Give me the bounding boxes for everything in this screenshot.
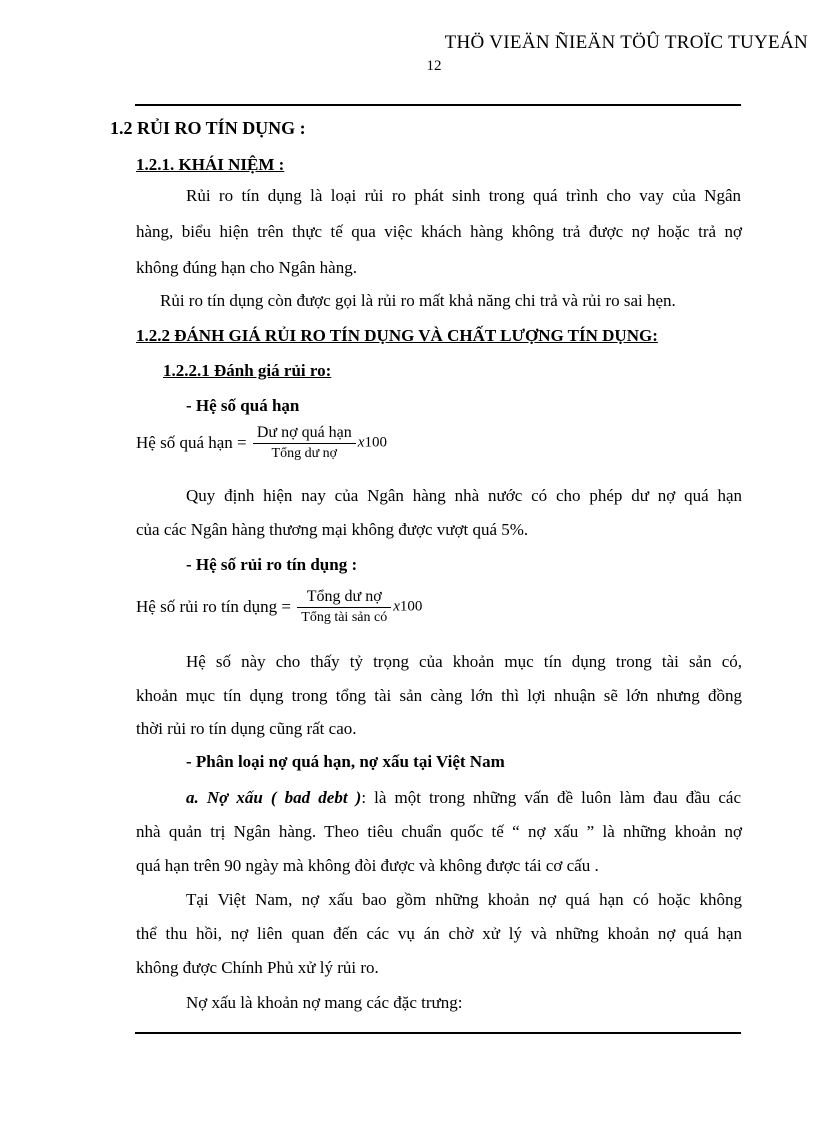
- paragraph-line: hàng, biểu hiện trên thực tế qua việc khách hàng không trả được nợ hoặc trả nợ: [136, 222, 742, 241]
- paragraph-line: Nợ xấu là khoản nợ mang các đặc trưng:: [186, 993, 463, 1012]
- formula-multiplier: [393, 599, 422, 615]
- item-label-classification: - Phân loại nợ quá hạn, nợ xấu tại Việt Nam: [186, 752, 505, 771]
- multiplier-x: x: [393, 598, 400, 615]
- paragraph-line: Quy định hiện nay của Ngân hàng nhà nước có cho phép dư nợ quá hạn: [186, 486, 742, 505]
- paragraph-line: Rủi ro tín dụng là loại rủi ro phát sinh trong quá trình cho vay của Ngân: [186, 186, 741, 205]
- fraction-numerator: Tổng dư nợ: [297, 588, 391, 608]
- paragraph-line: của các Ngân hàng thương mại không được vượt quá 5%.: [136, 520, 529, 539]
- header-title: THÖ VIEÄN ÑIEÄN TÖÛ TROÏC TUYEÁN: [444, 32, 808, 53]
- paragraph-line: không đúng hạn cho Ngân hàng.: [136, 258, 357, 277]
- fraction: [253, 424, 356, 462]
- formula-multiplier: [358, 435, 387, 451]
- multiplier-x: x: [357, 434, 365, 451]
- fraction-denominator: Tổng dư nợ: [271, 446, 338, 461]
- paragraph-line: khoản mục tín dụng trong tổng tài sản càng lớn thì lợi nhuận sẽ lớn nhưng đồng: [136, 686, 742, 705]
- item-label-overdue-ratio: - Hệ số quá hạn: [186, 396, 300, 415]
- subsection-heading-1-2-1: 1.2.1. KHÁI NIỆM :: [136, 155, 285, 174]
- paragraph-line: không được Chính Phủ xử lý rủi ro.: [136, 958, 379, 977]
- paragraph-line: thời rủi ro tín dụng cũng rất cao.: [136, 719, 357, 738]
- paragraph-line: [186, 788, 741, 808]
- formula-credit-risk-ratio: [136, 588, 422, 626]
- formula-lhs: Hệ số quá hạn =: [136, 433, 247, 452]
- fraction: [297, 588, 391, 626]
- subsubsection-heading: 1.2.2.1 Đánh giá rủi ro:: [163, 361, 332, 380]
- multiplier-number: 100: [399, 598, 423, 615]
- bad-debt-definition: : là một trong những vấn đề luôn làm đau đầu các: [361, 788, 741, 807]
- paragraph-line: Tại Việt Nam, nợ xấu bao gồm những khoản nợ quá hạn có hoặc không: [186, 890, 742, 909]
- fraction-denominator: Tổng tài sản có: [301, 610, 388, 625]
- paragraph-line: Rủi ro tín dụng còn được gọi là rủi ro mất khả năng chi trả và rủi ro sai hẹn.: [160, 291, 676, 310]
- page-number: 12: [426, 58, 442, 74]
- footer-divider: [135, 1032, 741, 1034]
- bad-debt-term: a. Nợ xấu ( bad debt ): [186, 788, 362, 807]
- paragraph-line: quá hạn trên 90 ngày mà không đòi được và không được tái cơ cấu .: [136, 856, 599, 875]
- paragraph-line: nhà quản trị Ngân hàng. Theo tiêu chuẩn quốc tế “ nợ xấu ” là những khoản nợ: [136, 822, 742, 841]
- formula-lhs: Hệ số rủi ro tín dụng =: [136, 597, 292, 616]
- fraction-numerator: Dư nợ quá hạn: [253, 424, 356, 444]
- item-label-credit-risk-ratio: - Hệ số rủi ro tín dụng :: [186, 555, 358, 574]
- multiplier-number: 100: [364, 434, 387, 451]
- paragraph-line: thể thu hồi, nợ liên quan đến các vụ án chờ xử lý và những khoản nợ quá hạn: [136, 924, 742, 943]
- header-divider: [135, 104, 741, 106]
- formula-overdue-ratio: [136, 424, 387, 462]
- subsection-heading-1-2-2: 1.2.2 ĐÁNH GIÁ RỦI RO TÍN DỤNG VÀ CHẤT LƯỢNG TÍN DỤNG:: [136, 326, 658, 345]
- paragraph-line: Hệ số này cho thấy tỷ trọng của khoản mục tín dụng trong tài sản có,: [186, 652, 742, 671]
- section-title: 1.2 RỦI RO TÍN DỤNG :: [110, 118, 306, 138]
